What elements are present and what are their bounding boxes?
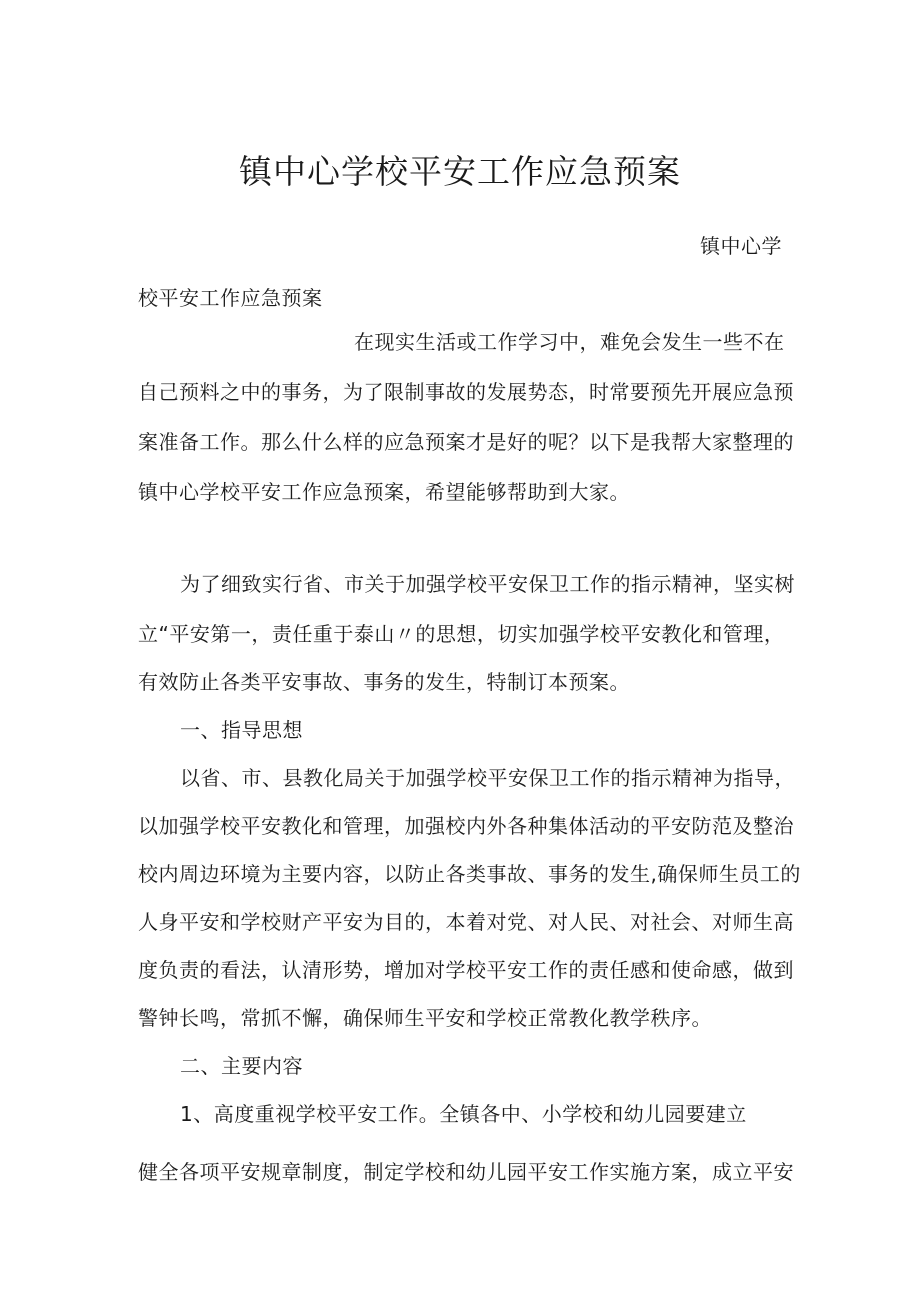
intro-line: 案准备工作。那么什么样的应急预案才是好的呢？以下是我帮大家整理的 [138,430,794,454]
paragraph-line: 人身平安和学校财产平安为目的，本着对党、对人民、对社会、对师生高 [138,910,794,934]
paragraph-line: 立“平安第一，责任重于泰山〃的思想，切实加强学校平安教化和管理， [138,622,785,646]
paragraph-line: 校内周边环境为主要内容，以防止各类事故、事务的发生,确保师生员工的 [138,862,801,886]
byline-line-1: 镇中心学 [700,234,782,258]
paragraph-line: 警钟长鸣，常抓不懈，确保师生平安和学校正常教化教学秩序。 [138,1006,712,1030]
intro-line: 镇中心学校平安工作应急预案，希望能够帮助到大家。 [138,480,630,504]
paragraph-line: 以加强学校平安教化和管理，加强校内外各种集体活动的平安防范及整治 [138,814,794,838]
paragraph-line: 度负责的看法，认清形势，增加对学校平安工作的责任感和使命感，做到 [138,958,794,982]
intro-line: 在现实生活或工作学习中，难免会发生一些不在 [354,330,785,354]
document-title: 镇中心学校平安工作应急预案 [239,152,681,191]
intro-line: 自己预料之中的事务，为了限制事故的发展势态，时常要预先开展应急预 [138,380,794,404]
paragraph-line: 有效防止各类平安事故、事务的发生，特制订本预案。 [138,670,630,694]
paragraph-line: 健全各项平安规章制度，制定学校和幼儿园平安工作实施方案，成立平安 [138,1160,794,1184]
section-heading-main-content: 二、主要内容 [180,1054,303,1078]
byline-line-2: 校平安工作应急预案 [138,286,323,310]
paragraph-line: 以省、市、县教化局关于加强学校平安保卫工作的指示精神为指导， [180,766,795,790]
section-heading-guiding-thought: 一、指导思想 [180,718,303,742]
paragraph-line: 为了细致实行省、市关于加强学校平安保卫工作的指示精神，坚实树 [180,572,795,596]
list-item: 1、高度重视学校平安工作。全镇各中、小学校和幼儿园要建立 [180,1102,747,1126]
